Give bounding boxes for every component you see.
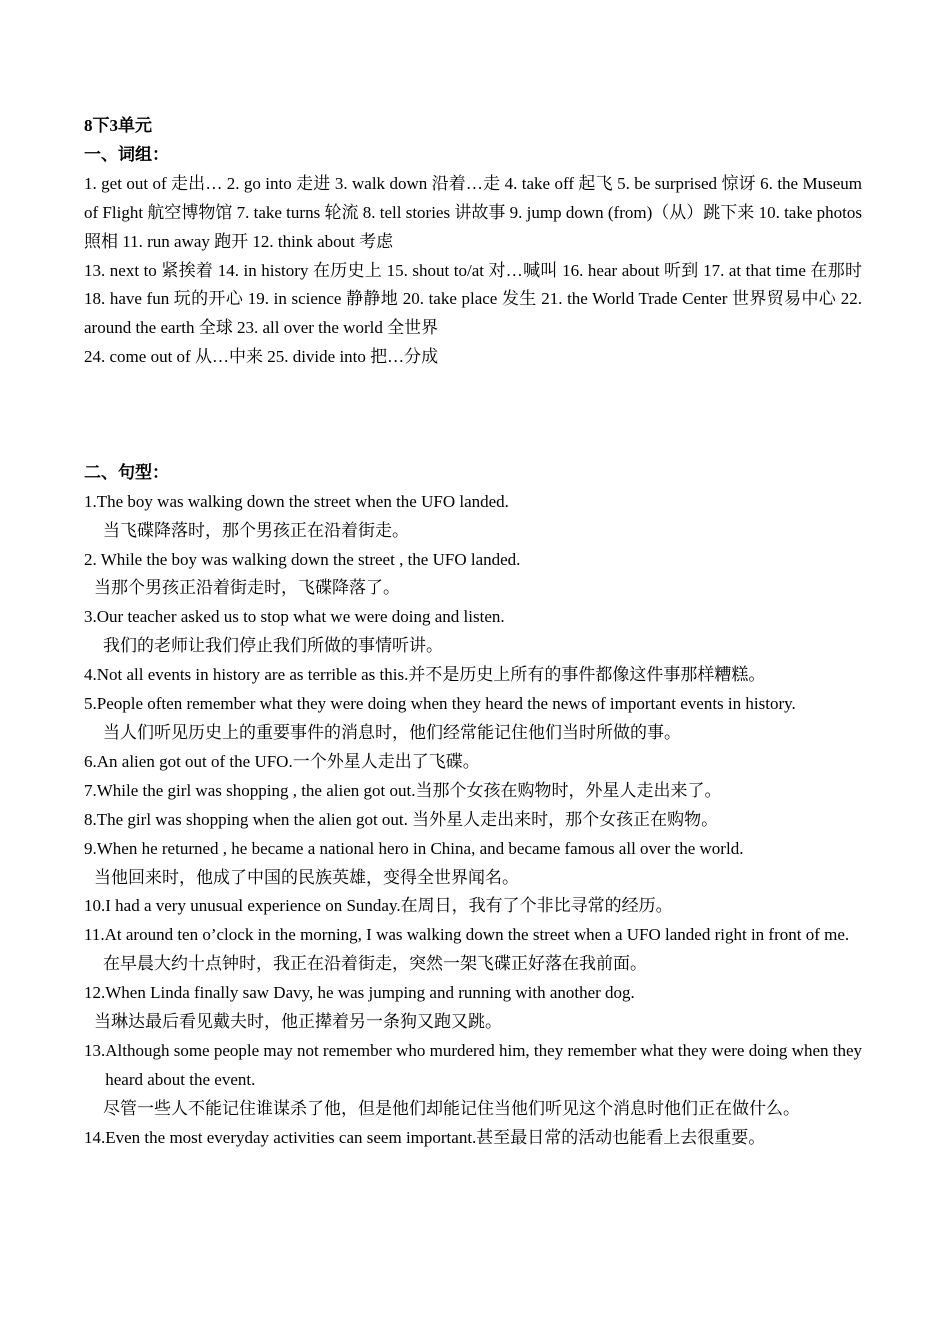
sentence-translation: 在早晨大约十点钟时，我正在沿着街走，突然一架飞碟正好落在我前面。: [103, 954, 647, 974]
sentence-item-2: [84, 546, 862, 575]
sentence-translation: 当那个男孩正沿着街走时，飞碟降落了。: [94, 578, 400, 598]
sentence-item-12: [84, 979, 862, 1008]
sentence-item-7: [84, 777, 862, 806]
sentence-item-9: [84, 835, 862, 864]
sentence-number: 10.: [84, 896, 106, 916]
sentence-english: Even the most everyday activities can seem important.甚至最日常的活动也能看上去很重要。: [105, 1127, 766, 1147]
sentence-english: The boy was walking down the street when the UFO landed.: [96, 491, 509, 511]
section-heading-sentences: 二、句型：: [84, 462, 169, 482]
sentence-item-4: [84, 661, 862, 690]
sentence-number: 1.: [84, 491, 97, 511]
sentence-item-14: [84, 1124, 862, 1153]
sentence-english: Our teacher asked us to stop what we were doing and listen.: [96, 607, 505, 627]
sentence-english: When he returned , he became a national hero in China, and became famous all over the world.: [96, 838, 744, 858]
sentence-number: 6.: [84, 751, 97, 771]
sentence-item-3: [84, 603, 862, 632]
sentence-number: 11.: [84, 925, 105, 945]
sentence-english: When Linda finally saw Davy, he was jumping and running with another dog.: [105, 983, 635, 1003]
sentence-item-11: [84, 921, 862, 950]
sentence-english: An alien got out of the UFO.一个外星人走出了飞碟。: [96, 751, 480, 771]
sentence-translation: 尽管一些人不能记住谁谋杀了他，但是他们却能记住当他们听见这个消息时他们正在做什么。: [103, 1098, 800, 1118]
sentence-number: 8.: [84, 809, 97, 829]
sentence-number: 14.: [84, 1127, 106, 1147]
sentence-english: Although some people may not remember who murdered him, they remember what they were doing when they heard about the event.: [105, 1040, 863, 1089]
sentence-translation: 当人们听见历史上的重要事件的消息时，他们经常能记住他们当时所做的事。: [103, 723, 681, 742]
section-spacer: [84, 372, 862, 459]
sentence-item-13: [84, 1037, 862, 1095]
sentence-number: 9.: [84, 838, 97, 858]
sentence-number: 5.: [84, 694, 97, 714]
sentence-item-6: [84, 748, 862, 777]
sentence-english: I had a very unusual experience on Sunday.在周日，我有了个非比寻常的经历。: [105, 896, 673, 916]
sentence-english: At around ten o’clock in the morning, I was walking down the street when a UFO landed right in front of me.: [104, 925, 850, 945]
document-title: 8下3单元: [84, 116, 152, 135]
sentence-item-5: [84, 690, 862, 719]
sentence-item-8: [84, 806, 862, 835]
sentence-item-1: [84, 488, 862, 517]
sentence-english: The girl was shopping when the alien got out. 当外星人走出来时，那个女孩正在购物。: [96, 809, 719, 829]
phrase-paragraph-3: 24. come out of 从…中来 25. divide into 把…分成: [84, 347, 439, 367]
sentence-english: Not all events in history are as terrible as this.并不是历史上所有的事件都像这件事那样糟糕。: [96, 665, 766, 685]
sentence-english: People often remember what they were doing when they heard the news of important events in history.: [96, 694, 796, 714]
sentence-number: 2.: [84, 549, 97, 569]
sentence-translation: 当飞碟降落时，那个男孩正在沿着街走。: [103, 520, 409, 540]
phrase-paragraph-1: 1. get out of 走出… 2. go into 走进 3. walk down 沿着…走 4. take off 起飞 5. be surprised 惊讶 6. the Museum of Flight 航空博物馆 7. take turns 轮流 8. tell stories 讲故事 9. jump down (from)（从）跳下来 10. take photos 照相 11. run away 跑开 12. think about 考虑: [84, 173, 862, 251]
sentence-english: While the boy was walking down the street , the UFO landed.: [96, 549, 521, 569]
sentence-translation: 当琳达最后看见戴夫时，他正撵着另一条狗又跑又跳。: [94, 1012, 502, 1032]
sentence-translation: 我们的老师让我们停止我们所做的事情听讲。: [103, 636, 443, 656]
document-page: [84, 112, 862, 1153]
sentence-number: 13.: [84, 1040, 106, 1060]
sentence-number: 4.: [84, 665, 97, 685]
sentence-translation: 当他回来时，他成了中国的民族英雄，变得全世界闻名。: [94, 867, 519, 887]
sentence-number: 7.: [84, 780, 97, 800]
section-heading-phrases: 一、词组：: [84, 144, 169, 164]
sentence-number: 3.: [84, 607, 97, 627]
sentence-english: While the girl was shopping , the alien got out.当那个女孩在购物时，外星人走出来了。: [96, 780, 722, 800]
phrase-paragraph-2: 13. next to 紧挨着 14. in history 在历史上 15. shout to/at 对…喊叫 16. hear about 听到 17. at that time 在那时 18. have fun 玩的开心 19. in science 静静地 20. take place 发生 21. the World Trade Center 世界贸易中心 22. around the earth 全球 23. all over the world 全世界: [84, 260, 862, 338]
sentence-number: 12.: [84, 983, 106, 1003]
sentence-item-10: [84, 892, 862, 921]
